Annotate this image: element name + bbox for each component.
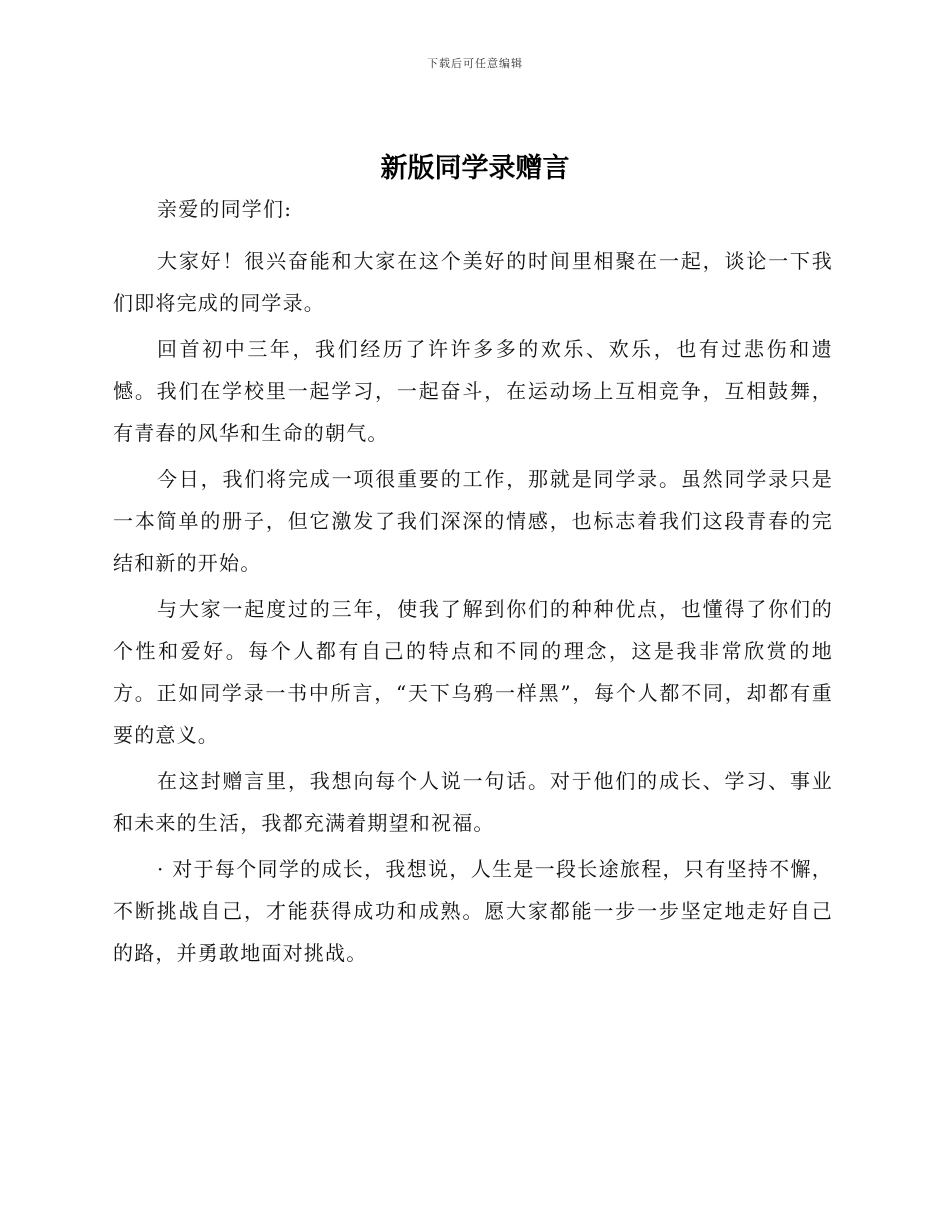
paragraph-personalities: 与大家一起度过的三年，使我了解到你们的种种优点，也懂得了你们的个性和爱好。每个人都有自己的特点和不同的理念，这是我非常欣赏的地方。正如同学录一书中所言，“天下乌鸦一样黑”，每个人都不同，却都有重要的意义。 bbox=[113, 597, 833, 747]
document-title: 新版同学录赠言 bbox=[380, 153, 570, 184]
paragraph-wishes: 在这封赠言里，我想向每个人说一句话。对于他们的成长、学习、事业和未来的生活，我都充满着期望和祝福。 bbox=[113, 769, 833, 835]
salutation: 亲爱的同学们: bbox=[157, 197, 293, 221]
paragraph-memories: 回首初中三年，我们经历了许许多多的欢乐、欢乐，也有过悲伤和遗憾。我们在学校里一起学习，一起奋斗，在运动场上互相竞争，互相鼓舞，有青春的风华和生命的朝气。 bbox=[113, 337, 833, 445]
paragraph-yearbook: 今日，我们将完成一项很重要的工作，那就是同学录。虽然同学录只是一本简单的册子，但它激发了我们深深的情感，也标志着我们这段青春的完结和新的开始。 bbox=[113, 467, 833, 575]
bullet-paragraph-growth: · 对于每个同学的成长，我想说，人生是一段长途旅程，只有坚持不懈，不断挑战自己，才能获得成功和成熟。愿大家都能一步一步坚定地走好自己的路，并勇敢地面对挑战。 bbox=[113, 857, 833, 965]
header-note: 下载后可任意编辑 bbox=[427, 57, 523, 70]
document-body bbox=[113, 188, 833, 974]
paragraph-greeting: 大家好！很兴奋能和大家在这个美好的时间里相聚在一起，谈论一下我们即将完成的同学录。 bbox=[113, 249, 833, 315]
